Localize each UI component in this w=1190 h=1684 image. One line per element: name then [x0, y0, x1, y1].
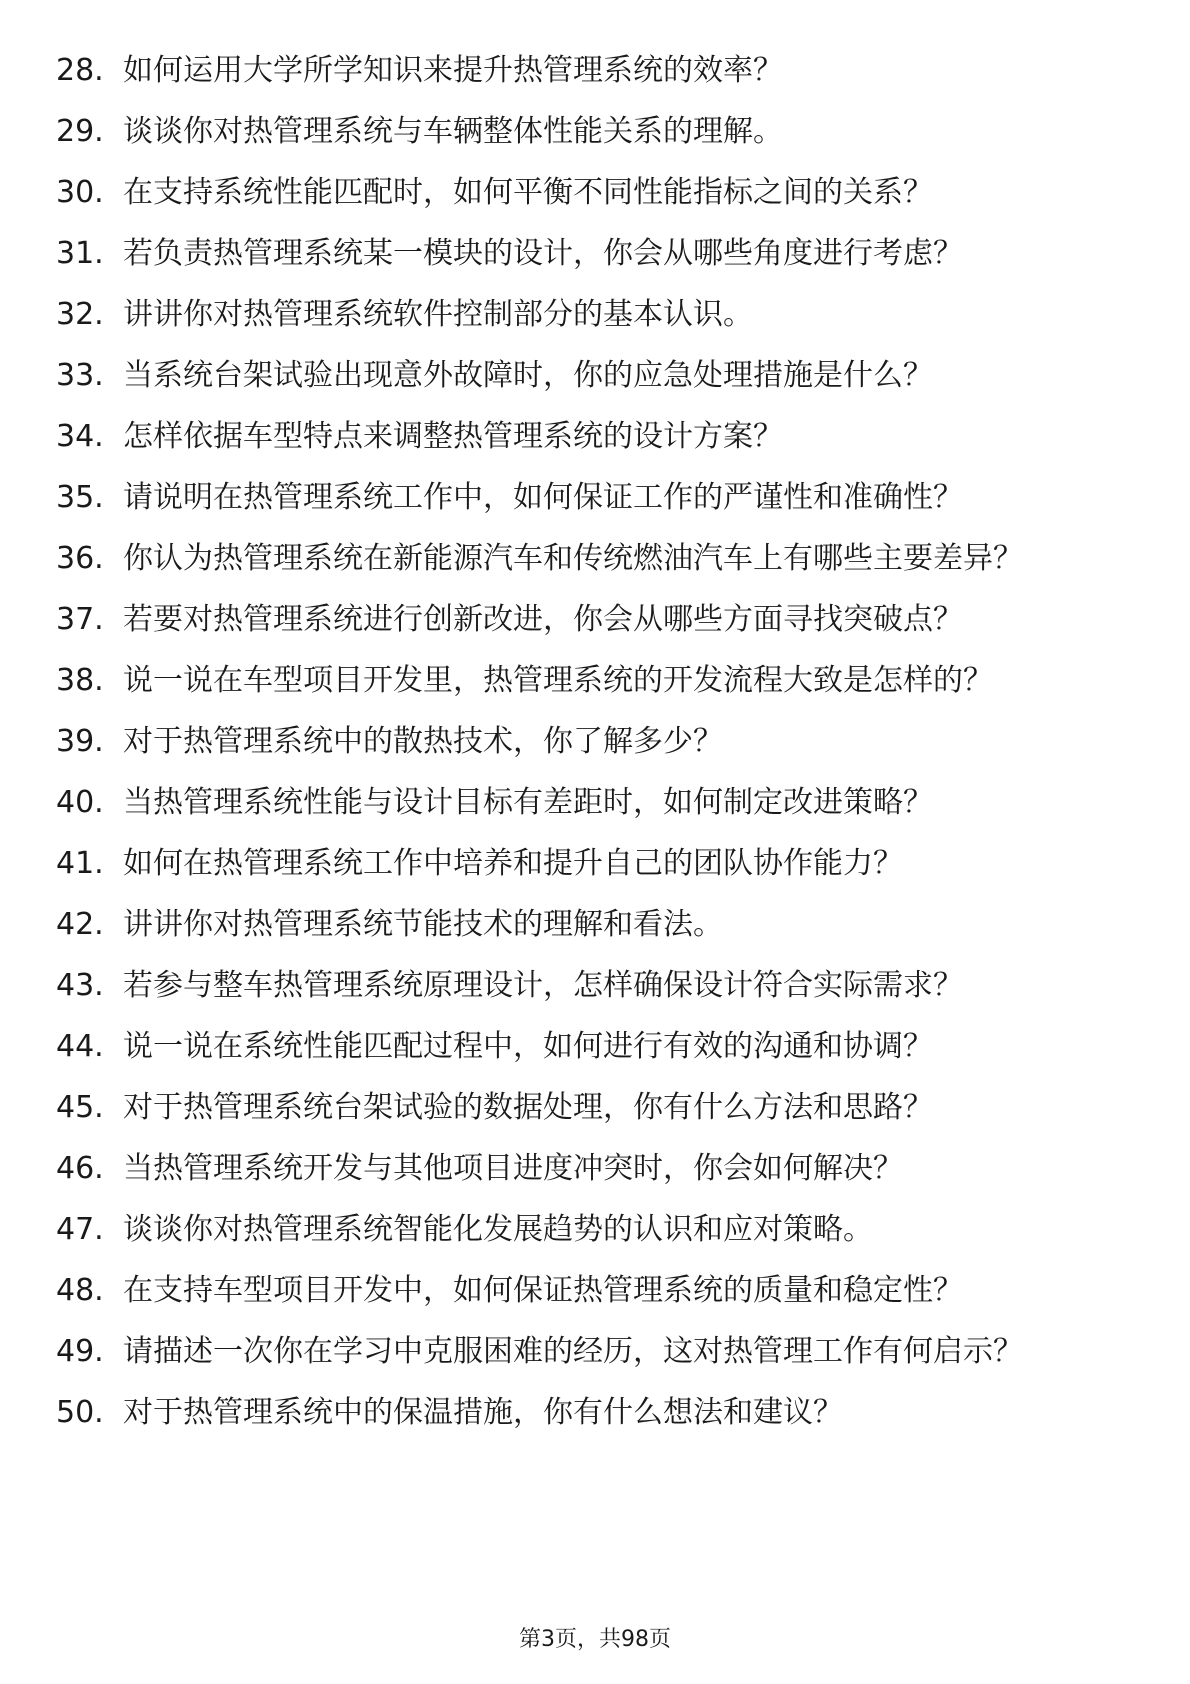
question-number: 48. — [56, 1273, 104, 1308]
question-item — [56, 843, 1106, 884]
question-item — [56, 233, 1106, 274]
question-item — [56, 1392, 1106, 1433]
question-item — [56, 904, 1106, 945]
question-text: 说一说在系统性能匹配过程中，如何进行有效的沟通和协调？ — [123, 1029, 933, 1064]
question-number: 47. — [56, 1212, 104, 1247]
question-text: 如何运用大学所学知识来提升热管理系统的效率？ — [123, 53, 783, 88]
question-number: 30. — [56, 175, 104, 210]
question-number: 28. — [56, 53, 104, 88]
question-item — [56, 721, 1106, 762]
question-item — [56, 1209, 1106, 1250]
question-number: 40. — [56, 785, 104, 820]
question-text: 当热管理系统开发与其他项目进度冲突时，你会如何解决？ — [123, 1151, 903, 1186]
question-text: 若要对热管理系统进行创新改进，你会从哪些方面寻找突破点？ — [123, 602, 963, 637]
question-text: 对于热管理系统台架试验的数据处理，你有什么方法和思路？ — [123, 1090, 933, 1125]
question-item — [56, 782, 1106, 823]
question-text: 在支持车型项目开发中，如何保证热管理系统的质量和稳定性？ — [123, 1273, 963, 1308]
question-number: 45. — [56, 1090, 104, 1125]
question-item — [56, 1270, 1106, 1311]
question-number: 37. — [56, 602, 104, 637]
question-item — [56, 1026, 1106, 1067]
question-text: 若参与整车热管理系统原理设计，怎样确保设计符合实际需求？ — [123, 968, 963, 1003]
page-footer: 第3页，共98页 — [519, 1627, 671, 1652]
question-text: 当热管理系统性能与设计目标有差距时，如何制定改进策略？ — [123, 785, 933, 820]
question-text: 讲讲你对热管理系统节能技术的理解和看法。 — [123, 907, 723, 942]
question-number: 35. — [56, 480, 104, 515]
question-text: 怎样依据车型特点来调整热管理系统的设计方案？ — [123, 419, 783, 454]
question-item — [56, 50, 1106, 91]
question-text: 请描述一次你在学习中克服困难的经历，这对热管理工作有何启示？ — [123, 1334, 1023, 1369]
question-text: 讲讲你对热管理系统软件控制部分的基本认识。 — [123, 297, 753, 332]
question-text: 当系统台架试验出现意外故障时，你的应急处理措施是什么？ — [123, 358, 933, 393]
question-text: 对于热管理系统中的保温措施，你有什么想法和建议？ — [123, 1395, 843, 1430]
question-number: 33. — [56, 358, 104, 393]
question-number: 36. — [56, 541, 104, 576]
question-item — [56, 1087, 1106, 1128]
question-number: 50. — [56, 1395, 104, 1430]
question-item — [56, 599, 1106, 640]
question-text: 若负责热管理系统某一模块的设计，你会从哪些角度进行考虑？ — [123, 236, 963, 271]
question-number: 31. — [56, 236, 104, 271]
question-item — [56, 1148, 1106, 1189]
question-text: 请说明在热管理系统工作中，如何保证工作的严谨性和准确性？ — [123, 480, 963, 515]
question-number: 42. — [56, 907, 104, 942]
question-number: 34. — [56, 419, 104, 454]
question-number: 49. — [56, 1334, 104, 1369]
question-number: 44. — [56, 1029, 104, 1064]
question-item — [56, 538, 1106, 579]
question-text: 谈谈你对热管理系统与车辆整体性能关系的理解。 — [123, 114, 783, 149]
question-item — [56, 111, 1106, 152]
question-number: 29. — [56, 114, 104, 149]
question-list — [56, 50, 1106, 1453]
question-item — [56, 1331, 1106, 1372]
question-number: 32. — [56, 297, 104, 332]
question-item — [56, 172, 1106, 213]
question-item — [56, 416, 1106, 457]
question-number: 41. — [56, 846, 104, 881]
question-number: 43. — [56, 968, 104, 1003]
question-item — [56, 660, 1106, 701]
question-text: 对于热管理系统中的散热技术，你了解多少？ — [123, 724, 723, 759]
question-number: 39. — [56, 724, 104, 759]
question-number: 38. — [56, 663, 104, 698]
question-item — [56, 477, 1106, 518]
question-text: 谈谈你对热管理系统智能化发展趋势的认识和应对策略。 — [123, 1212, 873, 1247]
question-number: 46. — [56, 1151, 104, 1186]
question-text: 说一说在车型项目开发里，热管理系统的开发流程大致是怎样的？ — [123, 663, 993, 698]
question-item — [56, 294, 1106, 335]
question-item — [56, 965, 1106, 1006]
question-item — [56, 355, 1106, 396]
question-text: 在支持系统性能匹配时，如何平衡不同性能指标之间的关系？ — [123, 175, 933, 210]
question-text: 你认为热管理系统在新能源汽车和传统燃油汽车上有哪些主要差异？ — [123, 541, 1023, 576]
question-text: 如何在热管理系统工作中培养和提升自己的团队协作能力？ — [123, 846, 903, 881]
